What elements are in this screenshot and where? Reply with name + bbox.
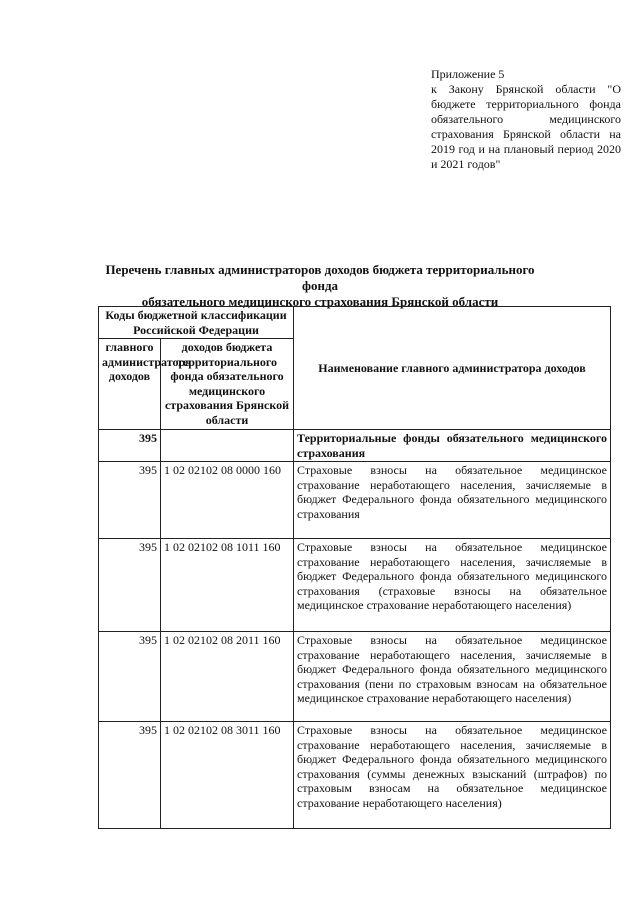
table-row — [99, 632, 611, 722]
table-header-row — [99, 307, 611, 339]
administrators-table — [98, 306, 611, 829]
income-code-cell: 1 02 02102 08 1011 160 — [161, 539, 294, 632]
appendix-note — [431, 67, 621, 172]
table-row — [99, 462, 611, 539]
administrator-name-cell: Страховые взносы на обязательное медицинское страхование неработающего населения, зачисляемые в бюджет Федерального фонда обязательного медицинского страхования (пени по страховым взносам на обязательное медицинское страхование неработающего населения) — [294, 632, 611, 722]
administrator-name-cell: Страховые взносы на обязательное медицинское страхование неработающего населения, зачисляемые в бюджет Федерального фонда обязательного медицинского страхования (страховые взносы на обязательное медицинское страхование неработающего населения) — [294, 539, 611, 632]
income-code-cell: 1 02 02102 08 3011 160 — [161, 722, 294, 829]
table-row — [99, 430, 611, 462]
document-heading — [100, 262, 540, 310]
administrator-name-cell: Территориальные фонды обязательного медицинского страхования — [294, 430, 611, 462]
heading-line-1: Перечень главных администраторов доходов бюджета территориального фонда — [105, 262, 535, 293]
table-row — [99, 722, 611, 829]
table-row — [99, 539, 611, 632]
admin-code-cell: 395 — [99, 430, 161, 462]
income-code-cell: 1 02 02102 08 2011 160 — [161, 632, 294, 722]
header-administrator-name: Наименование главного администратора доходов — [294, 307, 611, 430]
administrator-name-cell: Страховые взносы на обязательное медицинское страхование неработающего населения, зачисляемые в бюджет Федерального фонда обязательного медицинского страхования — [294, 462, 611, 539]
admin-code-cell: 395 — [99, 539, 161, 632]
income-code-cell: 1 02 02102 08 0000 160 — [161, 462, 294, 539]
header-income-code: доходов бюджета территориального фонда обязательного медицинского страхования Брянской области — [161, 339, 294, 430]
appendix-law-reference: к Закону Брянской области "О бюджете территориального фонда обязательного медицинского страхования Брянской области на 2019 год и на плановый период 2020 и 2021 годов" — [431, 82, 621, 171]
admin-code-cell: 395 — [99, 462, 161, 539]
admin-code-cell: 395 — [99, 632, 161, 722]
header-budget-codes: Коды бюджетной классификации Российской Федерации — [99, 307, 294, 339]
header-admin-code: главного администратора доходов — [99, 339, 161, 430]
admin-code-cell: 395 — [99, 722, 161, 829]
administrator-name-cell: Страховые взносы на обязательное медицинское страхование неработающего населения, зачисляемые в бюджет Федерального фонда обязательного медицинского страхования (суммы денежных взысканий (штрафов) по страховым взносам на обязательное медицинское страхование неработающего населения) — [294, 722, 611, 829]
heading-line-2: обязательного медицинского страхования Брянской области — [141, 294, 499, 309]
appendix-title: Приложение 5 — [431, 67, 505, 81]
income-code-cell — [161, 430, 294, 462]
